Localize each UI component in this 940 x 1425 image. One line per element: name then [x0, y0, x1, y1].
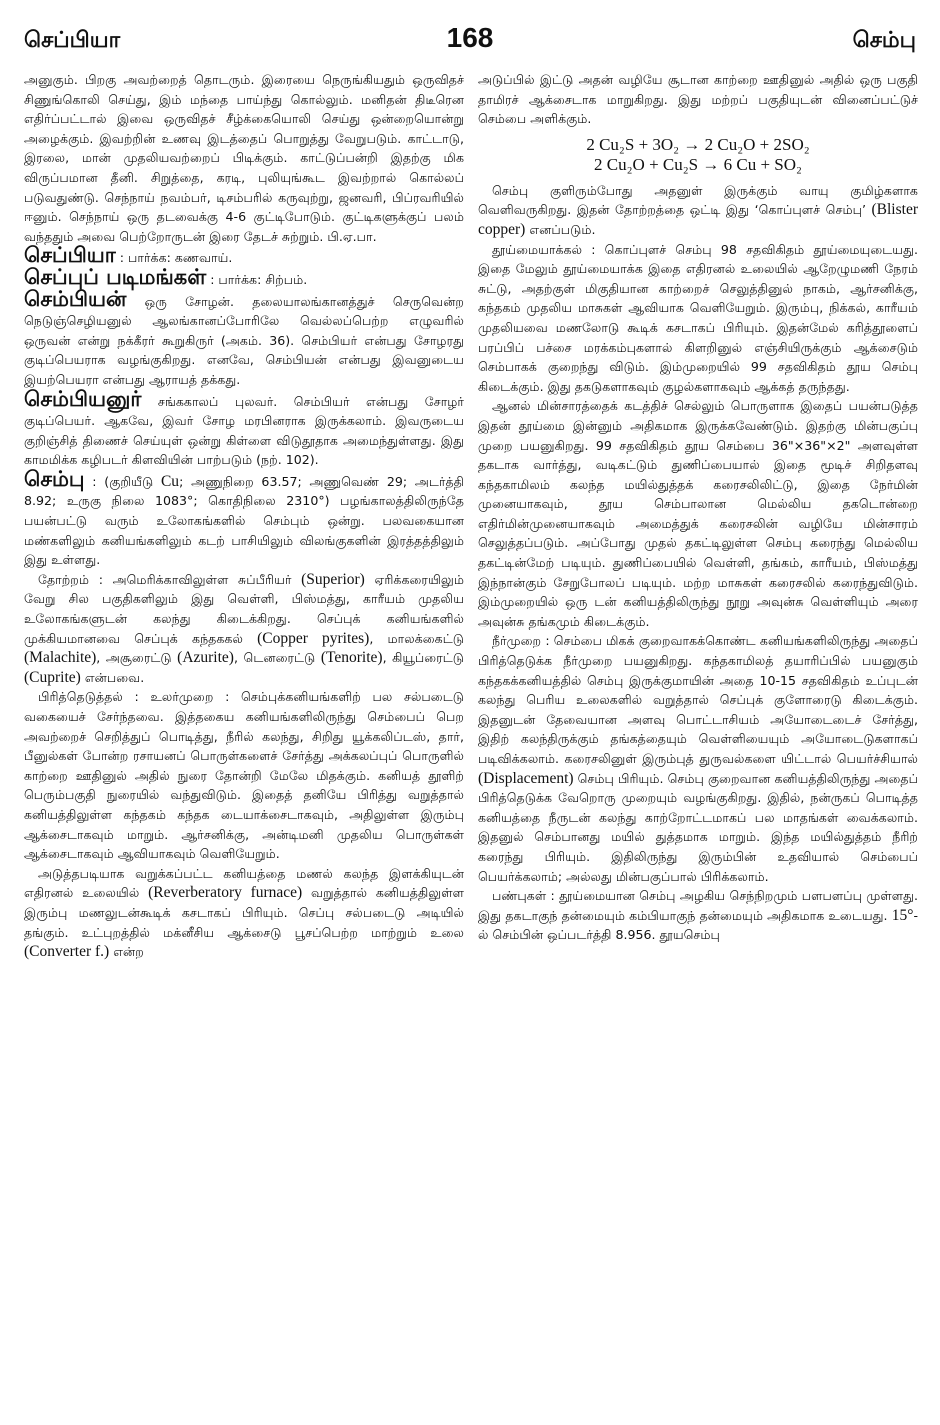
latin-term: (Cuprite) [24, 668, 81, 686]
paragraph-properties [478, 886, 918, 945]
latin-term: (Azurite) [177, 649, 234, 667]
paragraph-origin [24, 570, 464, 688]
text: -ல் செம்பின் ஒப்படர்த்தி 8.956. தூயசெம்பு [478, 907, 918, 943]
paragraph: அனுகும். பிறகு அவற்றைத் தொடரும். இரையை நெருங்கியதும் ஒருவிதச் சிணுங்கொலி செய்து, இம் மந்தை பாய்ந்து கொல்லும். மனிதன் திடீரென எதிர்ப்பட்டால் இவை ஒருவிதச் சீழ்க்கையொலி செய்து ஒன்றையொன்று அழைக்கும். இவற்றின் உணவு இடத்தைப் பொறுத்து வேறுபடும். காட்டாடு, இரலை, மான் முதலியவற்றைப் பிடிக்கும். காட்டுப்பன்றி இதற்கு மிக விருப்பமான தீனி. சிறுத்தை, கரடி, புலியுங்கூட இவற்றால் கொல்லப் படுவதுண்டு. செந்நாய் நவம்பர், டிசம்பரில் கருவுற்று, ஜனவரி, பிப்ரவரியில் ஈனும். செந்நாய் ஒரு தடவைக்கு 4-6 குட்டிபோடும். குட்டிகளுக்குப் பலம் வந்ததும் அவை பெற்றோருடன் இரை தேடச் சுற்றும். பி.ஏ.பா. [24, 72, 464, 244]
paragraph-wet-process [478, 631, 918, 886]
entry-headword: செம்பியன் [24, 286, 127, 311]
header-left-headword: செப்பியா [24, 28, 121, 53]
chemical-symbol: Cu [160, 472, 180, 490]
latin-term: (Malachite) [24, 649, 97, 667]
entry-headword: செப்புப் படிமங்கள் [24, 264, 207, 289]
paragraph-electrolysis: ஆனல் மின்சாரத்தைக் கடத்திச் செல்லும் பொருளாக இதைப் பயன்படுத்த இதன் தூய்மை இன்னும் அதிகமாக இருக்கவேண்டும். இதற்கு மின்பகுப்பு முறை பயனுகிறது. 99 சதவிகிதம் தூய செம்பை 36"×36"×2" அளவுள்ள தகடாக வார்த்து, வடிகட்டும் துணிப்பையால் இதை மூடிச் சிறிதளவு கந்தகாமிலம் கலந்த மயில்துத்தக் கரைசலிலிட்டு, இதை நேர்மின் முனையாகவும், தூய செம்பாலான மெல்லிய தகடொன்றை எதிர்மின்முனையாகவும் அமைத்துக் கரைசலின் வழியே மின்சாரம் செலுத்தப்படும். அப்போது முதல் தகட்டிலுள்ள செம்பு கரைந்து மெல்லிய தகட்டின்மேற் படியும். துணிப்பையில் வெள்ளி, தங்கம், காரீயம், பிஸ்மத்து இந்நான்கும் சேறுபோலப் படியும். மற்ற மாசுகள் கரைசலில் கரைந்துவிடும். இம்முறையில் ஒரு டன் கனியத்திலிருந்து நூறு அவுன்சு வெள்ளியும் அரை அவுன்சு தங்கமும் கிடைக்கும். [478, 398, 918, 629]
entry-body: சங்ககாலப் புலவர். செம்பியர் என்பது சோழர் குடிப்பெயர். ஆகவே, இவர் சோழ மரபினராக இருக்கலாம். இவருடைய குறிஞ்சித் திணைச் செய்யுள் ஒன்று கிள்ளை விடுதூதாக அமைந்துள்ளது. இது காமமிக்க கழிபடர் கிளவியின் பாற்படும் (நற். 102). [24, 393, 464, 468]
header-right-headword: செம்பு [852, 28, 916, 53]
entry-body: ; அணுநிறை 63.57; அணுவெண் 29; அடர்த்தி 8.92; உருகு நிலை 1083°; கொதிநிலை 2310°) பழங்காலத்திலிருந்தே பயன்பட்டு வரும் உலோகங்களில் செம்பும் ஒன்று. பலவகையான மண்களிலும் கனியங்களிலும் கடற் பாசியிலும் விலங்குகளின் இரத்தத்திலும் இது உள்ளது. [24, 473, 464, 568]
equation-1: 2 Cu₂S + 3O₂ → 2 Cu₂O + 2SO₂ [586, 134, 810, 154]
entry-headword: செம்பு [24, 466, 85, 491]
text: , கியூப்ரைட்டு [382, 650, 464, 666]
latin-term: (Tenorite) [320, 649, 383, 667]
text: பண்புகள் : தூய்மையான செம்பு அழகிய செந்நிறமும் பளபளப்பு முள்ளது. இது தகடாகுந் தன்மையும் கம்பியாகுந் தன்மையும் அதிகமாக உடையது. [478, 888, 918, 923]
entry-body: : (குறியீடு [84, 473, 161, 489]
page-number: 168 [446, 22, 494, 53]
text: ஏரிக்கரையிலும் வேறு சில பகுதிகளிலும் இது வெள்ளி, பிஸ்மத்து, காரீயம் முதலிய உலோகங்களுடன் கலந்து கிடைக்கிறது. செப்புக் கனியங்களில் முக்கியமானவை செப்புக் கந்தககல் [24, 571, 464, 646]
text: என்ற [109, 944, 144, 960]
text: நீர்முறை : செம்பை மிகக் குறைவாகக்கொண்ட கனியங்களிலிருந்து அதைப் பிரித்தெடுக்க நீர்முறை பயனுகிறது. கந்தகாமிலத் தயாரிப்பில் பயனுகும் கந்தகக்கனியத்தில் செம்பு இருக்குமாயின் அதை 10-15 சதவிகிதம் உப்புடன் கலந்து பெரிய உலைகளில் வறுத்தால் செப்புக் குளோரைடு கிடைக்கும். இதனுடன் தேவையான அளவு பொட்டாசியம் அயோடைடைச் சேர்த்து, இதிற் கலந்திருக்கும் தங்கத்தையும் வெள்ளியையும் அயோடைடுகளாகப் படிவிக்கலாம். கரைசலினுள் இரும்புத் துருவல்களை யிட்டால் பெயர்ச்சியால் [478, 633, 918, 766]
entry-body: ஒரு சோழன். தலையாலங்கானத்துச் செருவென்ற நெடுஞ்செழியனுல் ஆலங்கானப்போரிலே வெல்லப்பெற்ற எழுவரில் ஒருவன் என்று நக்கீரர் கூறுகிருர் (அகம். 36). செம்பியர் என்பது சோழரது குடிப்பெயராக வழங்குகிறது. எனவே, செம்பியன் என்பது இவனுடைய இயற்பெயரா என்பது ஆராயத் தக்கது. [24, 293, 464, 387]
entry-sembu [24, 466, 464, 570]
paragraph-refining: தூய்மையாக்கல் : கொப்புளச் செம்பு 98 சதவிகிதம் தூய்மையுடையது. இதை மேலும் தூய்மையாக்க இதை எதிரனல் உலையில் ஆறேழுமணி நேரம் சுட்டு, அதற்குள் மிகுதியான காற்றைச் செலுத்தினுல் நாகம், ஆர்சனிக்கு, கந்தகம் முதலிய மாசுகள் ஆவியாக வெளியேறும். இரும்பு, நிக்கல், காரீயம் முதலியவை மணலோடு கூடிக் கசடாகப் பிரியும். இதன்மேல் கரித்தூளைப் பரப்பிப் பச்சை மரக்கம்புகளால் கிளறினுல் எஞ்சியிருக்கும் ஆக்சைடும் செம்பாகக் குறைந்து விடும். இம்முறையில் 99 சதவிகிதம் தூய செம்பு கிடைக்கும். இது தகடுகளாகவும் குழல்களாகவும் ஆக்கத் தருந்தது. [478, 241, 918, 394]
paragraph-blister-copper [478, 181, 918, 240]
text: வறுத்தால் கனியத்திலுள்ள இரும்பு மணலுடன்கூடிக் கசடாகப் பிரியும். செப்பு சல்படைடு அடியில் தங்கும். உட்புறத்தில் மக்னீசிய ஆக்சைடு பூசப்பெற்ற மாற்றும் உலை [24, 885, 465, 940]
text: , அசூரைட்டு [96, 650, 178, 666]
chemical-equations [478, 135, 918, 175]
entry-sembiyanar [24, 386, 464, 470]
entry-sembiyan [24, 286, 464, 390]
text: செம்பு பிரியும். செம்பு குறைவான கனியத்திலிருந்து அதைப் பிரித்தெடுக்க வேறொரு முறையும் வழங்குகிறது. இதில், நன்ருகப் பொடித்த கனியத்தை நீருடன் கலந்து காற்றோட்டமாகப் பல மாதங்கள் வைக்கலாம். இதனுல் செம்பானது மயில் துத்தமாக மாறும். இந்த மயில்துத்தம் நீரிற் கரைந்து பிரியும். இதிலிருந்து இரும்பின் உதவியால் செம்பைப் பெயர்க்கலாம்; அல்லது மின்பகுப்பால் பிரிக்கலாம். [478, 770, 918, 884]
paragraph-roasting [24, 864, 464, 962]
left-column [24, 70, 464, 962]
latin-term: (Displacement) [478, 769, 574, 787]
equation-2: 2 Cu₂O + Cu₂S → 6 Cu + SO₂ [594, 154, 802, 174]
latin-term: (Blister copper) [478, 201, 918, 238]
text: அடுத்தபடியாக வறுக்கப்பட்ட கனியத்தை மணல் கலந்த இளக்கியுடன் எதிரனல் உலையில் [24, 865, 464, 901]
text: எனப்படும். [525, 221, 596, 237]
text: , டெனரைட்டு [233, 650, 321, 666]
entry-body: : பார்க்க: கணவாய். [115, 250, 233, 266]
latin-term: (Copper pyrites) [257, 629, 370, 647]
running-header [24, 22, 916, 62]
right-column [478, 70, 918, 945]
paragraph-extraction: பிரித்தெடுத்தல் : உலர்முறை : செம்புக்கனியங்களிற் பல சல்படைடு வகையைச் சேர்ந்தவை. இத்தகைய கனியங்களிலிருந்து செம்பைப் பெற அவற்றைச் செறித்துப் பொடித்து, நீரில் கலந்து, சிறிது யூக்கலிப்டஸ், தார், பீனுல்கள் போன்ற ரசாயனப் பொருள்களைச் சேர்த்து அக்கலப்புப் பொருளில் காற்றை ஊதினுல் அதில் நுரை தோன்றி மேலே மிதக்கும். கனியத் தூளிற் பெரும்பகுதி நுரையில் வந்துவிடும். இதைத் தனியே பிரித்து வறுத்தால் கனியத்திலுள்ள கந்தகம் கந்தக டையாக்சைடாகவும், அதிலுள்ள இரும்பு ஆக்சைடாகவும் மாறும். ஆர்சனிக்கு, அன்டிமனி முதலிய பொருள்கள் ஆக்சைடாகவும் ஆவியாகவும் வெளியேறும். [24, 689, 464, 862]
entry-headword: செம்பியனுர் [24, 386, 142, 411]
entry-headword: செப்பியா [24, 243, 116, 268]
latin-term: (Converter f.) [24, 943, 110, 961]
text: செம்பு குளிரும்போது அதனுள் இருக்கும் வாயு குமிழ்களாக வெளிவருகிறது. இதன் தோற்றத்தை ஒட்டி இது ‘கொப்புளச் செம்பு’ [478, 182, 918, 218]
text: என்பவை. [80, 669, 145, 685]
paragraph: அடுப்பில் இட்டு அதன் வழியே சூடான காற்றை ஊதினுல் அதில் ஒரு பகுதி தாமிரச் ஆக்சைடாக மாறுகிறது. இது மற்றப் பகுதியுடன் வினைப்பட்டுச் செம்பை அளிக்கும். [478, 72, 918, 127]
latin-term: 15° [891, 906, 914, 924]
text: , மாலக்கைட்டு [369, 630, 465, 646]
entry-body: : பார்க்க: சிற்பம். [206, 271, 308, 287]
latin-term: (Reverberatory furnace) [148, 884, 303, 902]
latin-term: (Superior) [301, 570, 365, 588]
text: தோற்றம் : அமெரிக்காவிலுள்ள சுப்பீரியர் [38, 571, 302, 587]
